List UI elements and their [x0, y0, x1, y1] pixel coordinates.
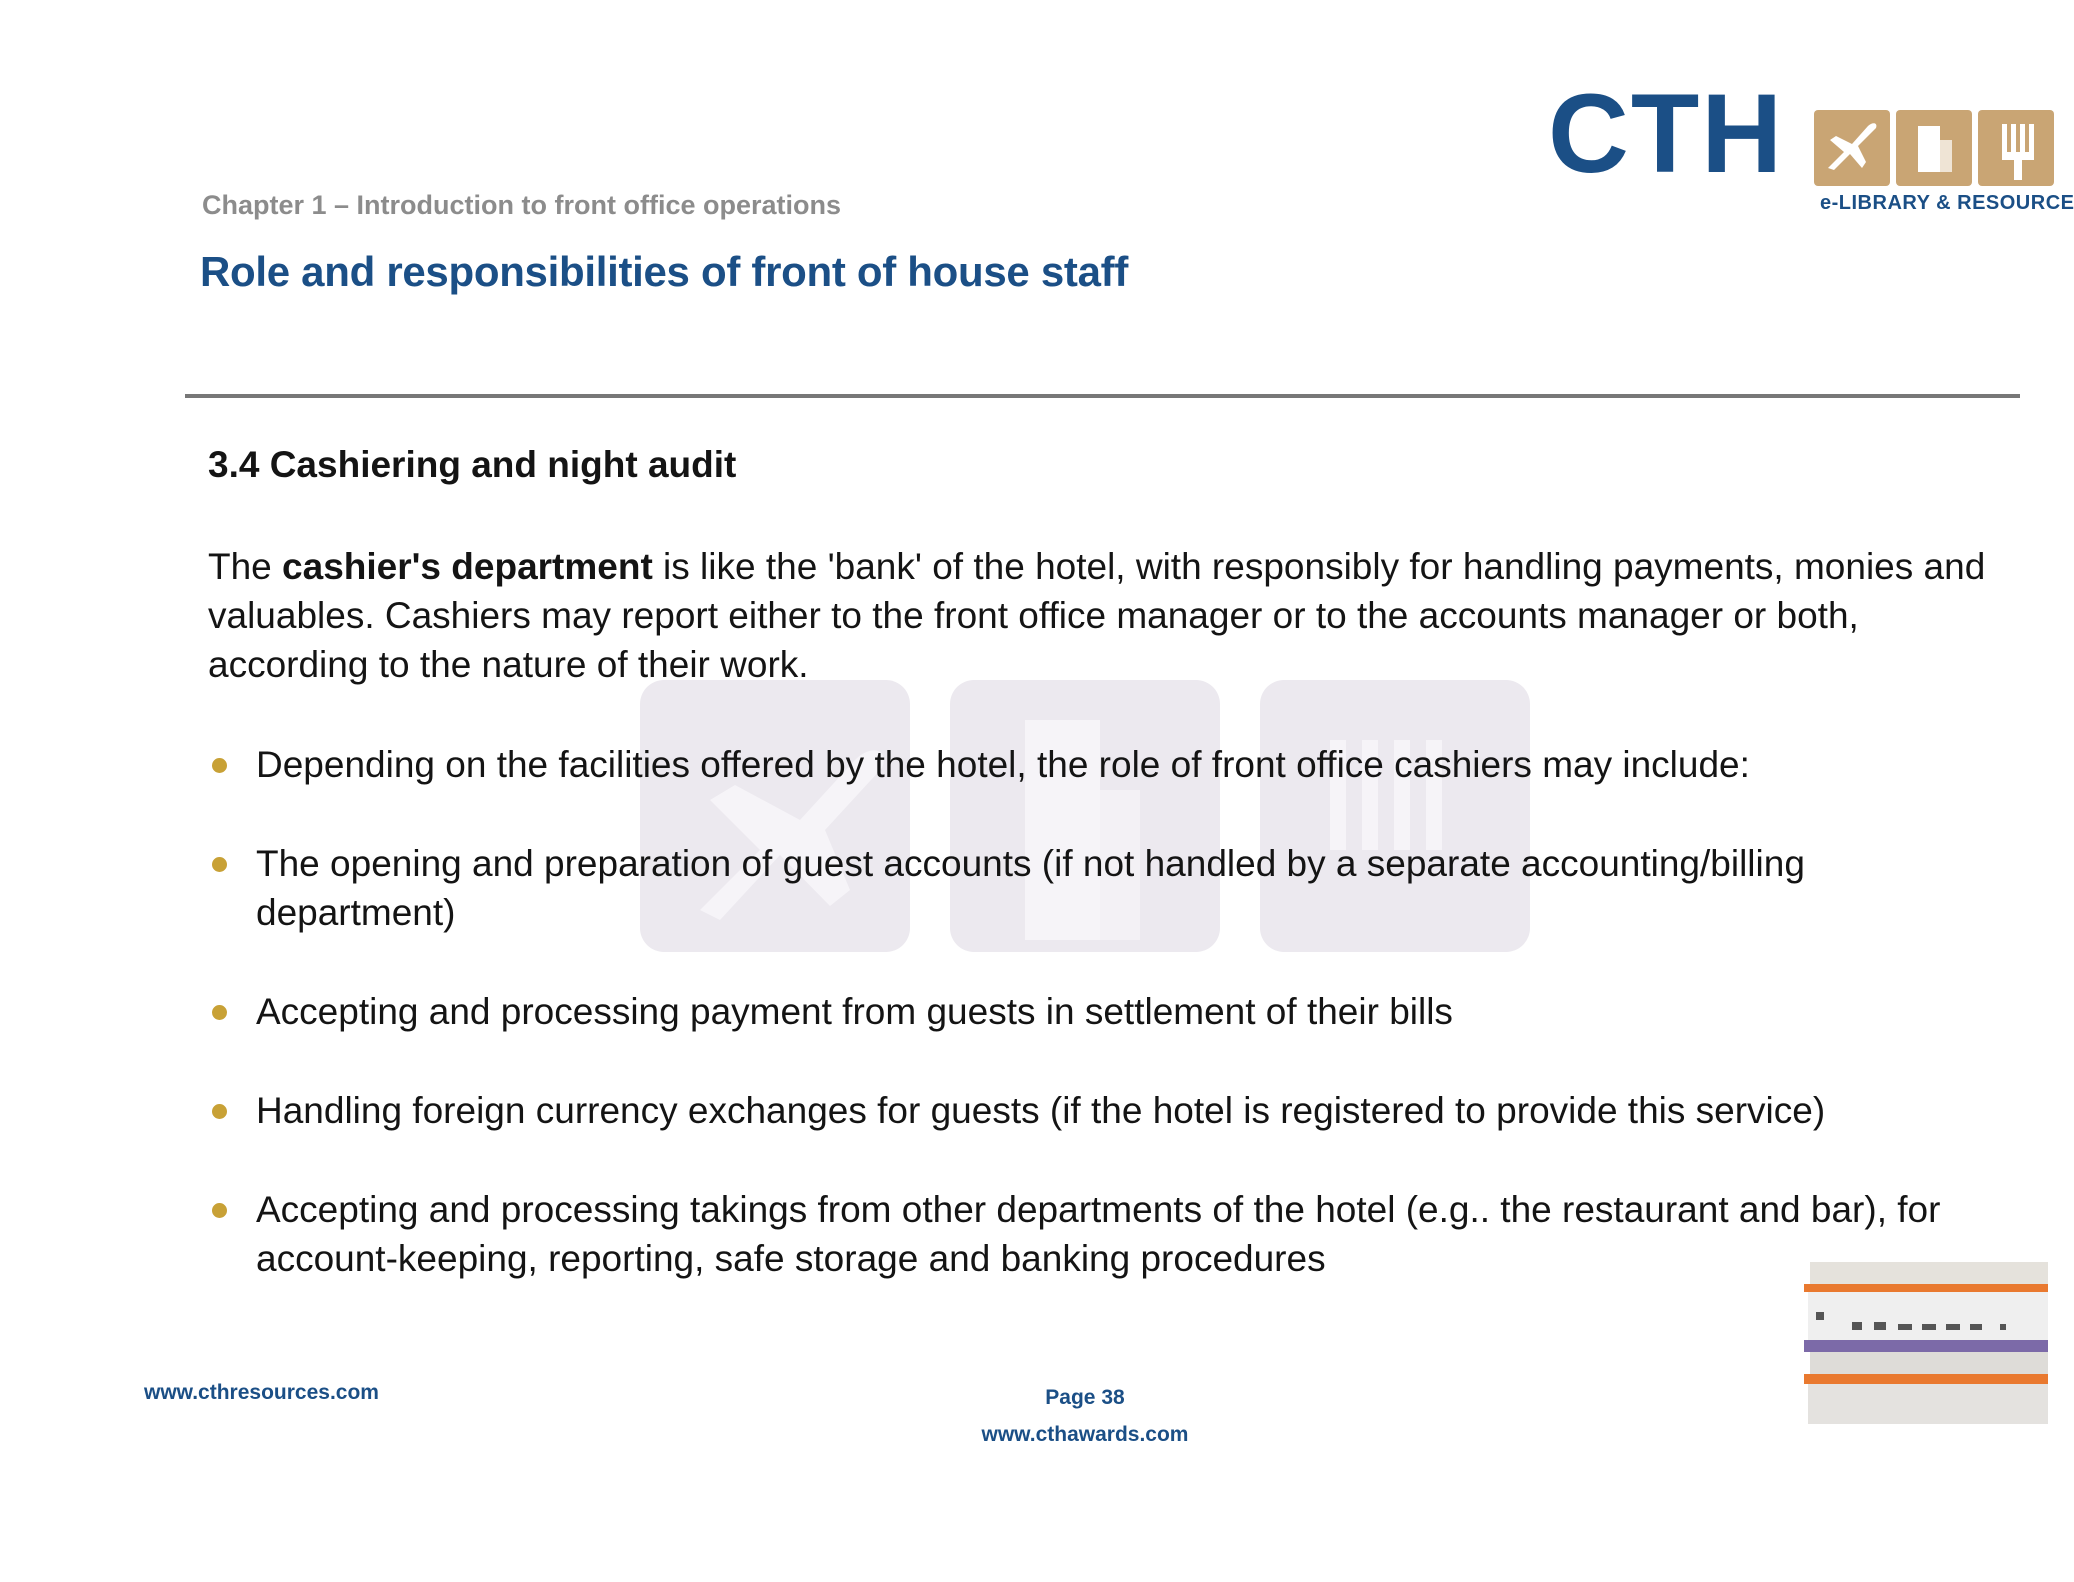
book-stack-image — [1804, 1262, 2048, 1432]
bullet-list — [208, 740, 1998, 1283]
intro-suffix: is like the 'bank' of the hotel, with responsibly for handling payments, monies and valuables. Cashiers may report either to the front office manager or to the accounts manager or both, according to the nature of their work. — [208, 546, 1986, 685]
bullet-item: Accepting and processing payment from guests in settlement of their bills — [208, 987, 1998, 1036]
hotel-building-icon — [1896, 110, 1972, 186]
header-divider — [185, 394, 2020, 398]
chapter-label: Chapter 1 – Introduction to front office operations — [202, 190, 842, 220]
intro-paragraph — [208, 542, 2008, 689]
intro-bold-term: cashier's department — [282, 546, 653, 587]
bullet-item: Depending on the facilities offered by the hotel, the role of front office cashiers may include: — [208, 740, 1998, 789]
bullet-item: Handling foreign currency exchanges for guests (if the hotel is registered to provide this service) — [208, 1086, 1998, 1135]
section-heading: 3.4 Cashiering and night audit — [208, 444, 737, 485]
logo-text: CTH — [1548, 71, 1785, 196]
bullet-item: Accepting and processing takings from other departments of the hotel (e.g.. the restaurant and bar), for account-keeping, reporting, safe storage and banking procedures — [208, 1185, 1998, 1283]
airplane-icon — [1814, 110, 1890, 186]
fork-icon — [1978, 110, 2054, 186]
footer-awards-link[interactable]: www.cthawards.com — [981, 1423, 1189, 1446]
page-number: Page 38 — [1045, 1386, 1125, 1409]
intro-prefix: The — [208, 546, 283, 587]
cth-logo — [1548, 71, 2074, 220]
footer-resources-link[interactable]: www.cthresources.com — [144, 1381, 379, 1404]
logo-subtitle: e-LIBRARY & RESOURCE — [1820, 192, 2074, 214]
bullet-item: The opening and preparation of guest accounts (if not handled by a separate accounting/billing department) — [208, 839, 1998, 937]
page-title: Role and responsibilities of front of house staff — [200, 248, 1129, 295]
